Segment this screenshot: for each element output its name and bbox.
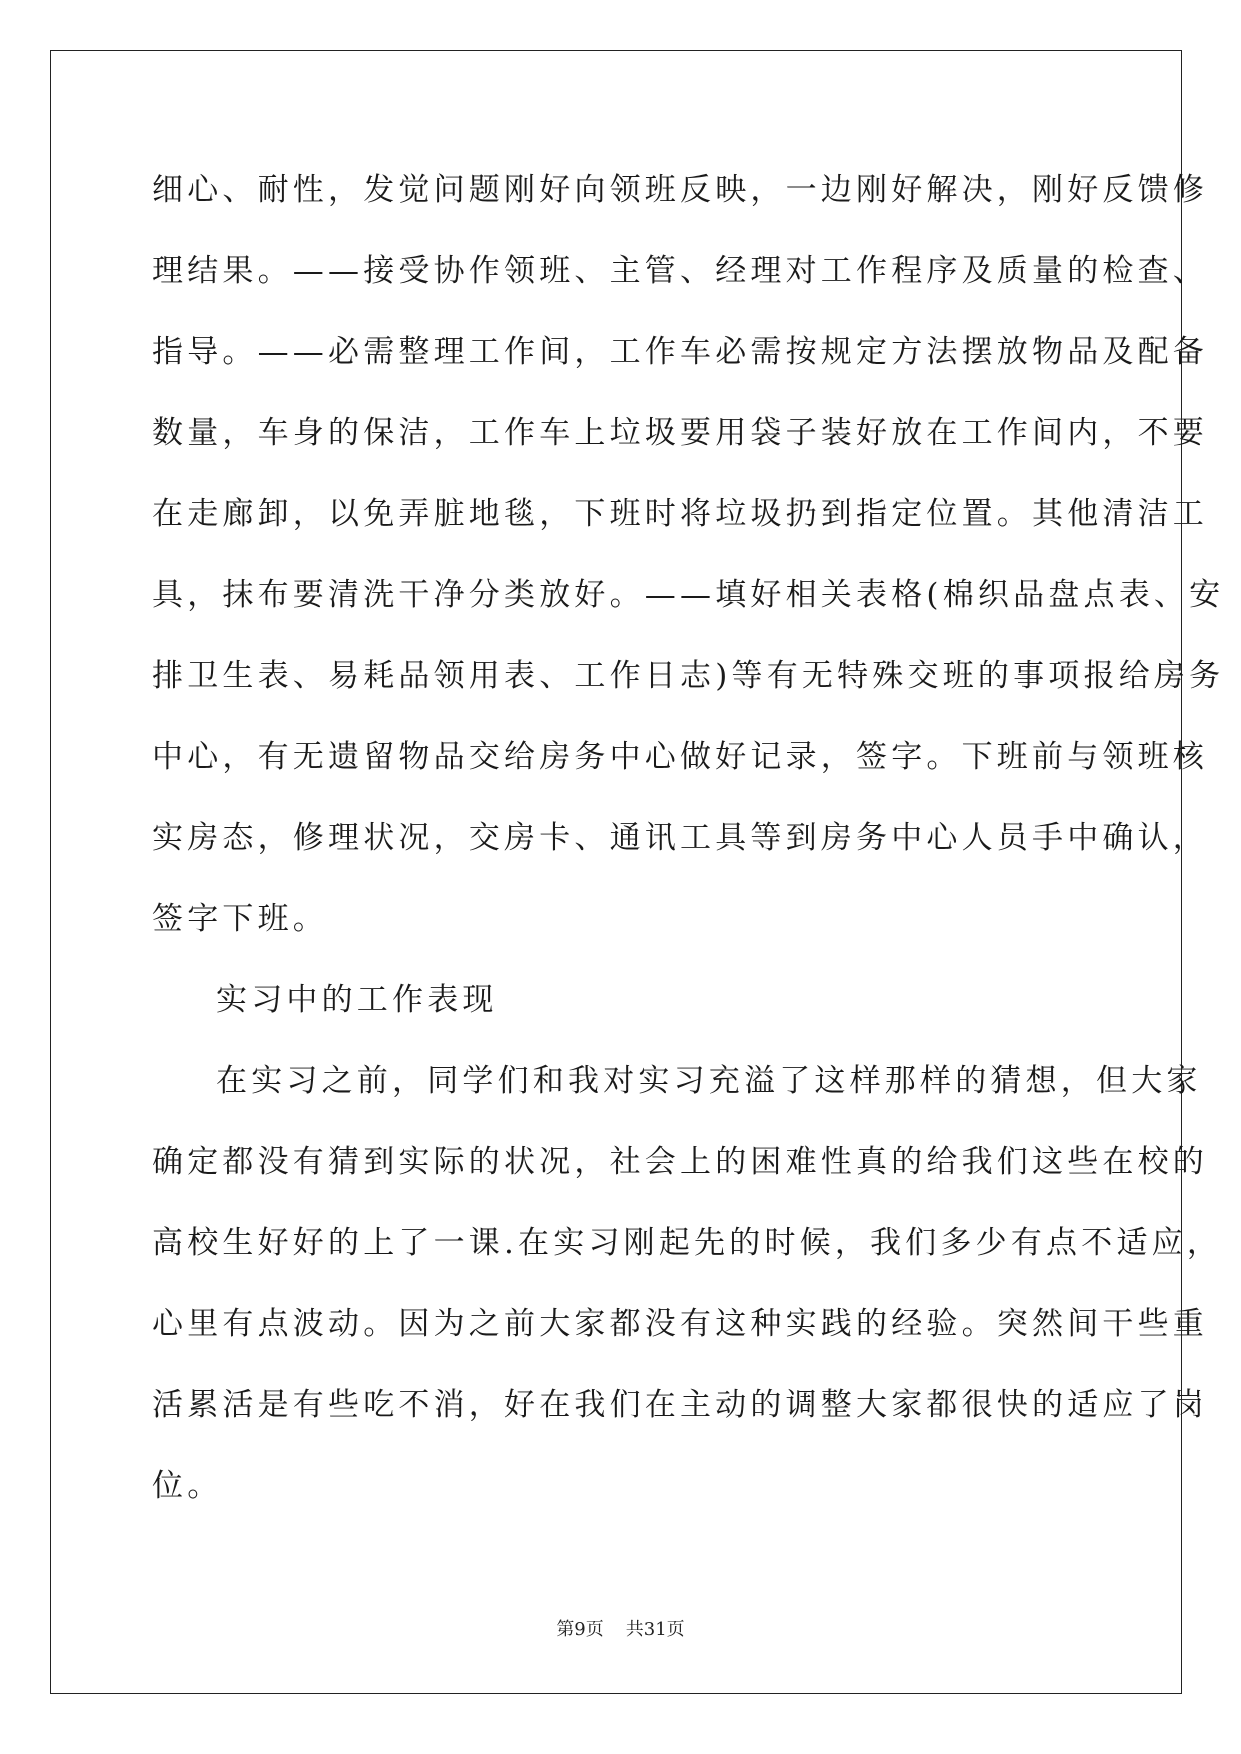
text-line: 高校生好好的上了一课.在实习刚起先的时候，我们多少有点不适应， <box>152 1225 1223 1261</box>
text-line: 指导。——必需整理工作间，工作车必需按规定方法摆放物品及配备 <box>152 334 1208 370</box>
text-line: 细心、耐性，发觉问题刚好向领班反映，一边刚好解决，刚好反馈修 <box>152 172 1208 208</box>
text-line: 在实习之前，同学们和我对实习充溢了这样那样的猜想，但大家 <box>216 1063 1202 1099</box>
text-line: 活累活是有些吃不消，好在我们在主动的调整大家都很快的适应了岗 <box>152 1387 1208 1423</box>
text-line: 排卫生表、易耗品领用表、工作日志)等有无特殊交班的事项报给房务 <box>152 658 1225 694</box>
text-line: 确定都没有猜到实际的状况，社会上的困难性真的给我们这些在校的 <box>152 1144 1208 1180</box>
document-body <box>152 150 1225 1527</box>
text-line: 具，抹布要清洗干净分类放好。——填好相关表格(棉织品盘点表、安 <box>152 577 1225 613</box>
page-footer <box>0 1615 1241 1641</box>
section-heading: 实习中的工作表现 <box>216 982 498 1018</box>
text-line: 签字下班。 <box>152 901 328 937</box>
text-line: 中心，有无遗留物品交给房务中心做好记录，签字。下班前与领班核 <box>152 739 1208 775</box>
text-line: 数量，车身的保洁，工作车上垃圾要用袋子装好放在工作间内，不要 <box>152 415 1208 451</box>
text-line: 实房态，修理状况，交房卡、通讯工具等到房务中心人员手中确认， <box>152 820 1208 856</box>
text-line: 在走廊卸，以免弄脏地毯，下班时将垃圾扔到指定位置。其他清洁工 <box>152 496 1208 532</box>
page-total: 共31页 <box>625 1619 685 1640</box>
text-line: 理结果。——接受协作领班、主管、经理对工作程序及质量的检查、 <box>152 253 1208 289</box>
text-line: 位。 <box>152 1468 223 1504</box>
text-line: 心里有点波动。因为之前大家都没有这种实践的经验。突然间干些重 <box>152 1306 1208 1342</box>
page-number: 第9页 <box>556 1619 604 1640</box>
